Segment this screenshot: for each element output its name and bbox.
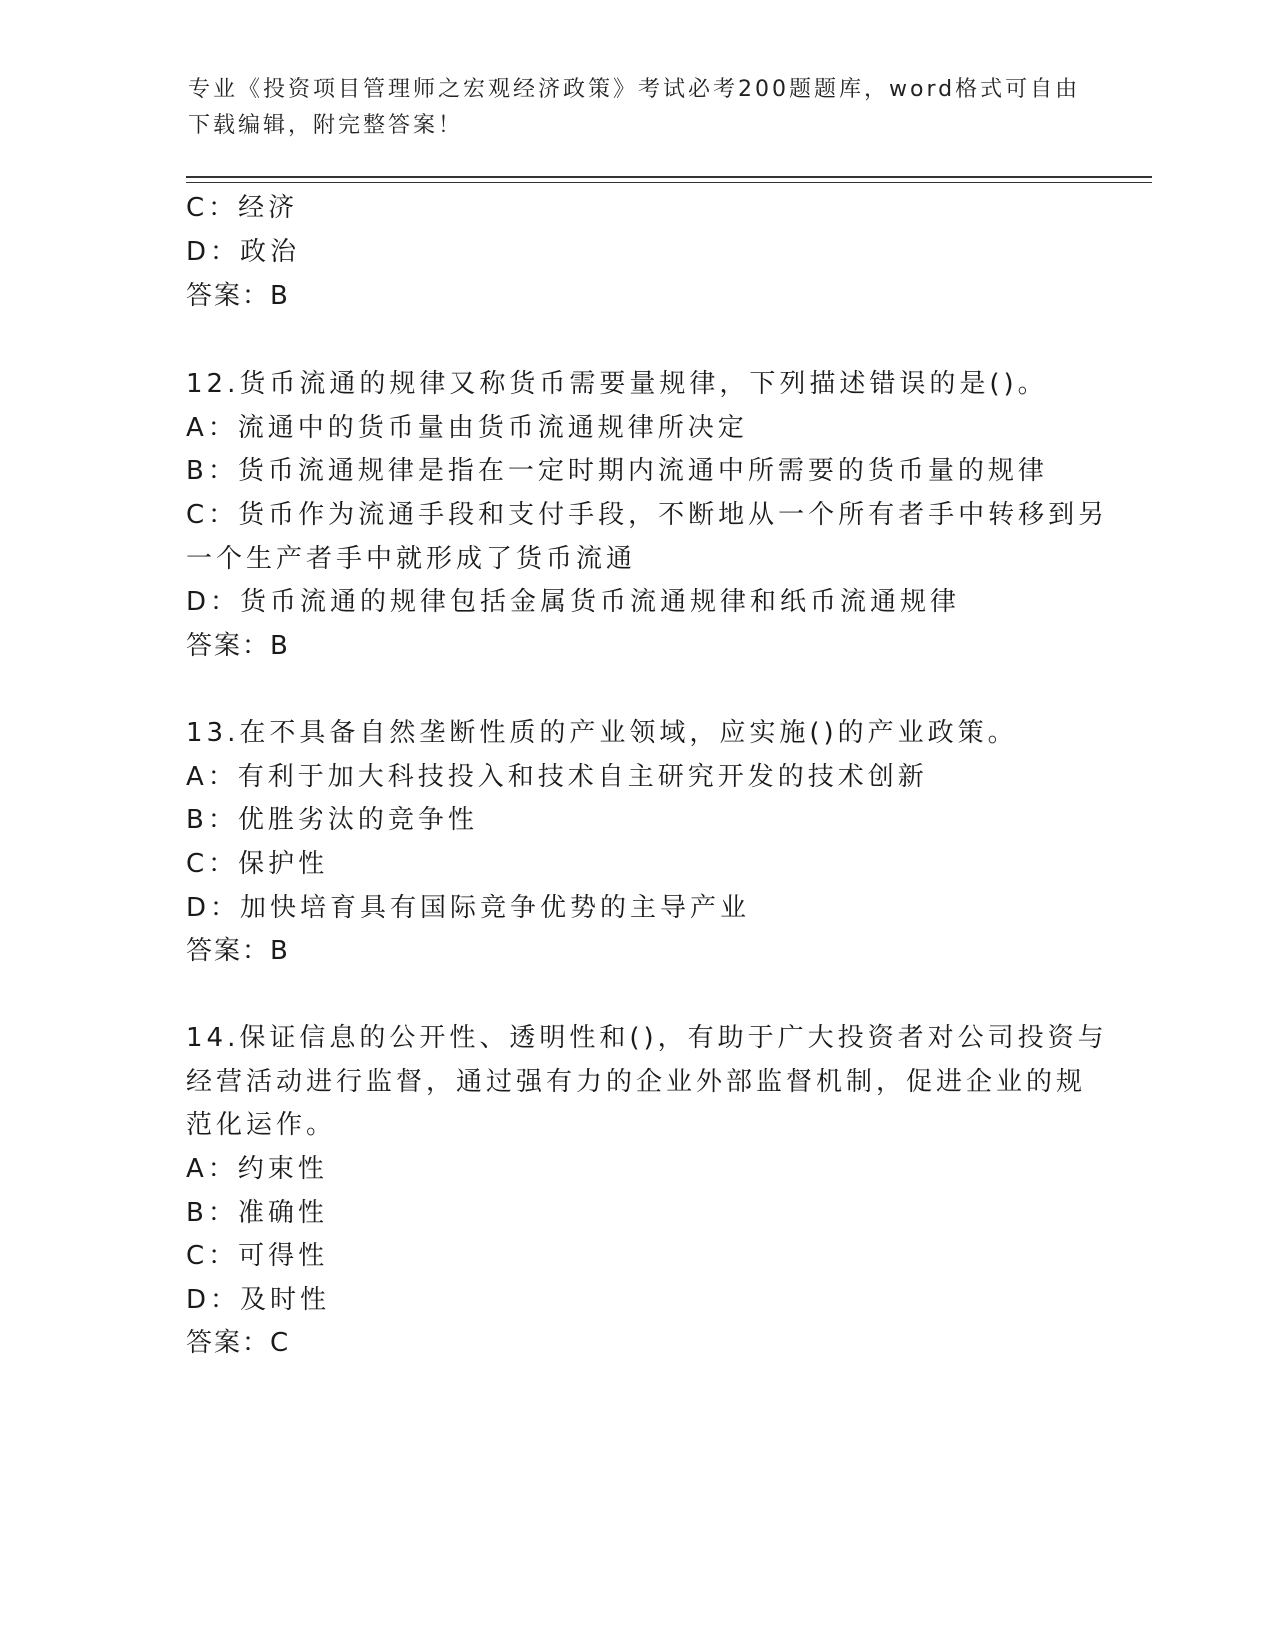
header-line-2: 下载编辑，附完整答案！ [188,113,464,138]
prev-answer: 答案：B [186,281,290,311]
q13-option-a: A：有利于加大科技投入和技术自主研究开发的技术创新 [186,762,928,792]
q12-option-b: B：货币流通规律是指在一定时期内流通中所需要的货币量的规律 [186,456,1048,486]
q14-option-d: D：及时性 [186,1285,331,1315]
header-divider-thin [186,182,1152,183]
q14-stem-line3: 范化运作。 [186,1110,337,1140]
q12-option-c-line2: 一个生产者手中就形成了货币流通 [186,544,637,574]
q14-option-a: A：约束性 [186,1154,328,1184]
q12-option-d: D：货币流通的规律包括金属货币流通规律和纸币流通规律 [186,587,961,617]
q14-answer: 答案：C [186,1328,291,1358]
q12-option-a: A：流通中的货币量由货币流通规律所决定 [186,413,748,443]
prev-option-c: C：经济 [186,193,299,223]
q12-stem: 12.货币流通的规律又称货币需要量规律，下列描述错误的是()。 [186,369,1048,399]
document-header [188,72,1088,144]
q13-option-b: B：优胜劣汰的竞争性 [186,805,478,835]
q14-stem-line2: 经营活动进行监督，通过强有力的企业外部监督机制，促进企业的规 [186,1067,1087,1097]
q12-option-c-line1: C：货币作为流通手段和支付手段，不断地从一个所有者手中转移到另 [186,500,1109,530]
header-divider-thick [186,176,1152,178]
q14-option-c: C：可得性 [186,1241,329,1271]
header-line-1: 专业《投资项目管理师之宏观经济政策》考试必考200题题库，word格式可自由 [188,77,1081,102]
q13-stem: 13.在不具备自然垄断性质的产业领域，应实施()的产业政策。 [186,718,1018,748]
q14-stem-line1: 14.保证信息的公开性、透明性和()，有助于广大投资者对公司投资与 [186,1023,1108,1053]
q13-answer: 答案：B [186,936,290,966]
q13-option-d: D：加快培育具有国际竞争优势的主导产业 [186,893,751,923]
q14-option-b: B：准确性 [186,1198,328,1228]
prev-option-d: D：政治 [186,237,301,267]
q13-option-c: C：保护性 [186,849,329,879]
q12-answer: 答案：B [186,631,290,661]
